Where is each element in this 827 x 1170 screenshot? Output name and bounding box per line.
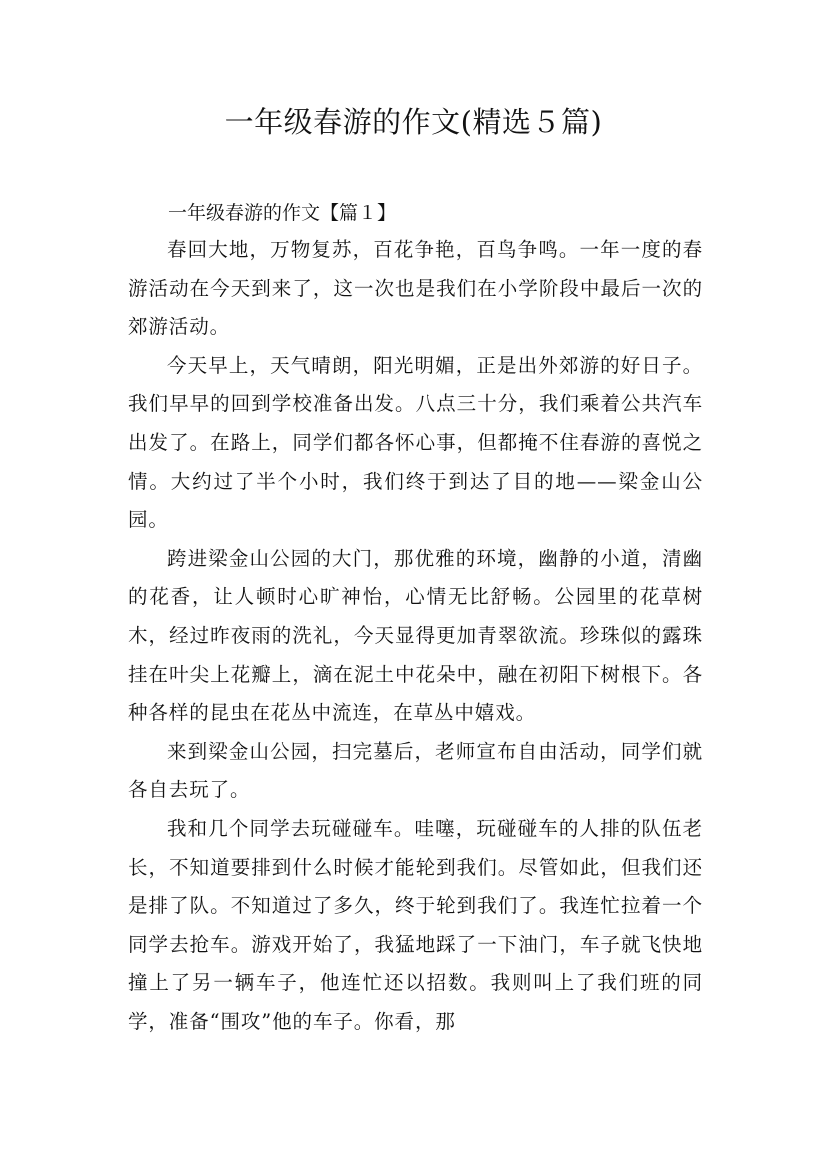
paragraph: 来到梁金山公园，扫完墓后，老师宣布自由活动，同学们就各自去玩了。 (128, 739, 703, 802)
paragraph: 今天早上，天气晴朗，阳光明媚，正是出外郊游的好日子。我们早早的回到学校准备出发。八点三十分，我们乘着公共汽车出发了。在路上，同学们都各怀心事，但都掩不住春游的喜悦之情。大约过了半个小时，我们终于到达了目的地——梁金山公园。 (128, 353, 703, 532)
paragraph: 跨进梁金山公园的大门，那优雅的环境，幽静的小道，清幽的花香，让人顿时心旷神怡，心情无比舒畅。公园里的花草树木，经过昨夜雨的洗礼，今天显得更加青翠欲流。珍珠似的露珠挂在叶尖上花瓣上，滴在泥土中花朵中，融在初阳下树根下。各种各样的昆虫在花丛中流连，在草丛中嬉戏。 (128, 546, 703, 725)
paragraph: 春回大地，万物复苏，百花争艳，百鸟争鸣。一年一度的春游活动在今天到来了，这一次也是我们在小学阶段中最后一次的郊游活动。 (128, 238, 703, 339)
document-title: 一年级春游的作文(精选５篇) (224, 105, 603, 139)
document-body (128, 197, 703, 1041)
section-heading: 一年级春游的作文【篇１】 (168, 202, 397, 224)
paragraph: 我和几个同学去玩碰碰车。哇噻，玩碰碰车的人排的队伍老长，不知道要排到什么时候才能轮到我们。尽管如此，但我们还是排了队。不知道过了多久，终于轮到我们了。我连忙拉着一个同学去抢车。游戏开始了，我猛地踩了一下油门，车子就飞快地撞上了另一辆车子，他连忙还以招数。我则叫上了我们班的同学，准备“围攻”他的车子。你看，那 (128, 816, 703, 1033)
